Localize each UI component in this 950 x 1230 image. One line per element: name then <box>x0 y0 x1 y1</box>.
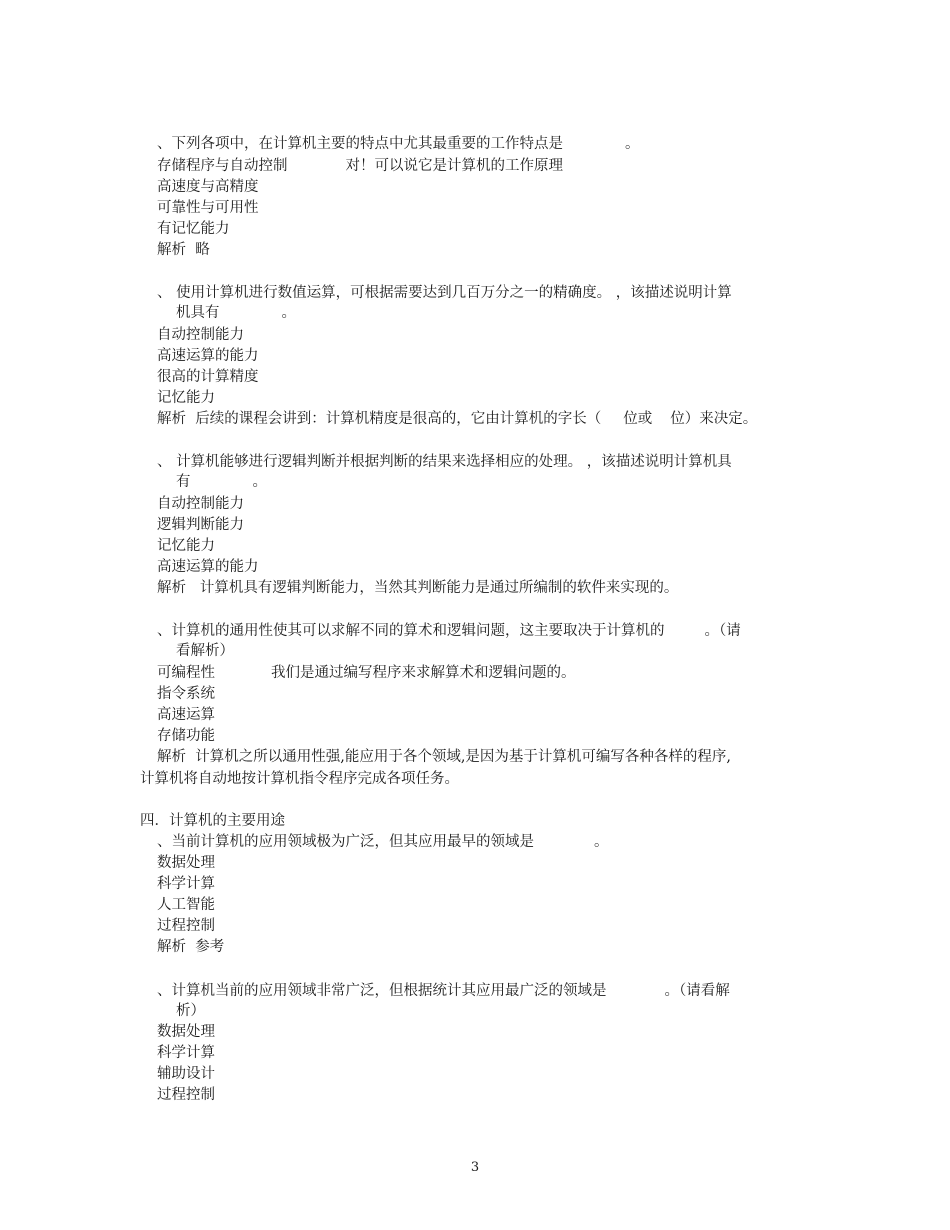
q5-option-a: 数据处理 <box>157 855 215 871</box>
q2-analysis: 解析 后续的课程会讲到：计算机精度是很高的，它由计算机的字长（ 位或 位）来决定。 <box>157 411 758 427</box>
question-6-stem: 、计算机当前的应用领域非常广泛，但根据统计其应用最广泛的领域是 。（请看解 <box>157 983 730 999</box>
q1-option-c: 可靠性与可用性 <box>157 200 259 216</box>
q6-option-b: 科学计算 <box>157 1045 215 1061</box>
question-2-stem-cont: 机具有 。 <box>176 305 296 321</box>
q6-option-d: 过程控制 <box>157 1087 215 1103</box>
q4-option-c: 高速运算 <box>157 707 215 723</box>
q1-option-a: 存储程序与自动控制 对！可以说它是计算机的工作原理 <box>157 158 563 174</box>
q1-option-b: 高速度与高精度 <box>157 179 259 195</box>
page-number: 3 <box>470 1160 480 1175</box>
question-2-stem: 、 使用计算机进行数值运算，可根据需要达到几百万分之一的精确度。 ，该描述说明计算 <box>157 285 732 301</box>
section-heading: 四．计算机的主要用途 <box>140 813 285 829</box>
q3-option-b: 逻辑判断能力 <box>157 517 244 533</box>
q3-option-a: 自动控制能力 <box>157 496 244 512</box>
question-1-stem: 、下列各项中，在计算机主要的特点中尤其最重要的工作特点是 。 <box>157 136 640 152</box>
q1-option-d: 有记忆能力 <box>157 221 230 237</box>
q6-option-a: 数据处理 <box>157 1024 215 1040</box>
question-5-stem: 、当前计算机的应用领域极为广泛，但其应用最早的领域是 。 <box>157 834 609 850</box>
q4-note: 我们是通过编写程序来求解算术和逻辑问题的。 <box>271 665 576 681</box>
q3-option-c: 记忆能力 <box>157 538 215 554</box>
q4-analysis-cont: 计算机将自动地按计算机指令程序完成各项任务。 <box>140 771 459 787</box>
question-3-stem-cont: 有 。 <box>176 474 267 490</box>
q3-option-d: 高速运算的能力 <box>157 559 259 575</box>
q2-option-d: 记忆能力 <box>157 390 215 406</box>
question-4-stem-cont: 看解析） <box>176 643 234 659</box>
q4-analysis: 解析 计算机之所以通用性强,能应用于各个领域,是因为基于计算机可编写各种各样的程序, <box>157 749 732 765</box>
question-3-stem: 、 计算机能够进行逻辑判断并根据判断的结果来选择相应的处理。 ，该描述说明计算机具 <box>157 454 732 470</box>
question-6-stem-cont: 析） <box>176 1003 205 1019</box>
q4-option-a: 可编程性 我们是通过编写程序来求解算术和逻辑问题的。 <box>157 665 576 681</box>
q5-option-c: 人工智能 <box>157 897 215 913</box>
q5-analysis: 解析 参考 <box>157 939 225 955</box>
q1-analysis: 解析 略 <box>157 242 210 258</box>
q5-option-b: 科学计算 <box>157 876 215 892</box>
q4-option-d: 存储功能 <box>157 728 215 744</box>
question-4-stem: 、计算机的通用性使其可以求解不同的算术和逻辑问题，这主要取决于计算机的 。（请 <box>157 623 741 639</box>
q5-option-d: 过程控制 <box>157 918 215 934</box>
q2-option-a: 自动控制能力 <box>157 327 244 343</box>
q3-analysis: 解析 计算机具有逻辑判断能力，当然其判断能力是通过所编制的软件来实现的。 <box>157 580 679 596</box>
q2-option-b: 高速运算的能力 <box>157 348 259 364</box>
q1-note: 对！可以说它是计算机的工作原理 <box>345 158 563 174</box>
q4-option-b: 指令系统 <box>157 686 215 702</box>
q2-option-c: 很高的计算精度 <box>157 369 259 385</box>
q6-option-c: 辅助设计 <box>157 1066 215 1082</box>
